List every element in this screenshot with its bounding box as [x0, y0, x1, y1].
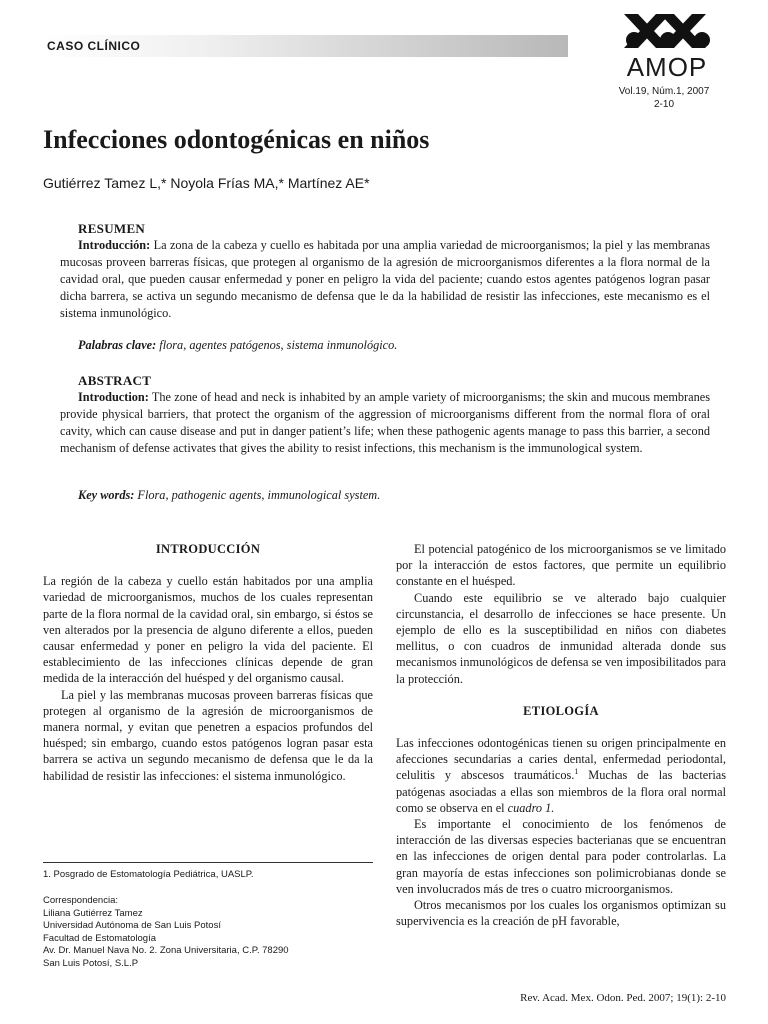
- right-column: [396, 541, 726, 929]
- correspondence-line: Facultad de Estomatología: [43, 932, 157, 944]
- resumen-text: [60, 237, 710, 322]
- journal-citation: Rev. Acad. Mex. Odon. Ped. 2007; 19(1): 2-10: [520, 992, 726, 1004]
- correspondence-line: San Luis Potosí, S.L.P: [43, 957, 139, 969]
- journal-logo-text: AMOP: [626, 52, 708, 82]
- section-header-bar: [43, 35, 568, 57]
- section-label: CASO CLÍNICO: [47, 39, 141, 53]
- correspondence-label: Correspondencia:: [43, 895, 118, 906]
- etiologia-paragraph-1: [396, 735, 726, 816]
- amop-logo-icon: [616, 8, 718, 54]
- intro-paragraph-2: La piel y las membranas mucosas proveen barreras físicas que protegen al organismo de la agresión de microorganismos de manera normal, y evitan que penetren a espacios profundos del huésped; sin embargo, cuando estos patógenos logran pasar esta barrera se activa un segundo mecanismo de defensa que le da la habilidad de resistir las infecciones: el sistema inmunológico.: [43, 687, 373, 783]
- article-title: Infecciones odontogénicas en niños: [43, 125, 430, 154]
- abstract-lead: Introduction:: [78, 390, 149, 404]
- cuadro-reference: cuadro 1.: [507, 800, 555, 815]
- intro-heading: INTRODUCCIÓN: [155, 542, 261, 556]
- page-range: 2-10: [653, 99, 674, 110]
- etiologia-paragraph-2: Es importante el conocimiento de los fenómenos de interacción de las diversas especies bacterianas que se encuentran en las infecciones de origen dental para poder controlarlas. La gran mayoría de estas infecciones son polimicrobianas donde se ven involucrados más de tres o cuatro microorganismos.: [396, 817, 726, 896]
- key-words: [78, 488, 380, 503]
- palabras-clave-label: Palabras clave:: [78, 338, 157, 352]
- journal-logo: [616, 8, 718, 83]
- article-authors: Gutiérrez Tamez L,* Noyola Frías MA,* Martínez AE*: [43, 175, 370, 191]
- volume-info: [600, 85, 728, 111]
- abstract-body: The zone of head and neck is inhabited by an ample variety of microorganisms; the skin and mucous membranes provide physical barriers, that protect the organism of the aggression of microorganisms different from the normal flora of oral cavity, which can cause disease and put in danger patient’s life; when these pathogenic agents manage to pass this barrier, a second mechanism of defense activates that gives the ability to resist infections, this mechanism is the immunological system.: [60, 390, 710, 455]
- key-words-label: Key words:: [78, 488, 135, 502]
- abstract-text: [60, 389, 710, 457]
- resumen-body: La zona de la cabeza y cuello es habitada por una amplia variedad de microorganismos; la piel y las membranas mucosas proveen barreras físicas, que protegen al organismo de la agresión de microorganismos diferentes a la flora normal de la cavidad oral, que pueden causar enfermedad y poner en peligro la vida del paciente; cuando estos agentes patógenos logran pasar dicha barrera, se activa un segundo mecanismo de defensa que le da la habilidad de resistir las infecciones, este mecanismo es el sistema inmunológico.: [60, 238, 710, 320]
- correspondence-line: Av. Dr. Manuel Nava No. 2. Zona Universitaria, C.P. 78290: [43, 945, 289, 956]
- key-words-text: Flora, pathogenic agents, immunological system.: [134, 488, 381, 502]
- etiologia-text-b: Muchas de las bacterias patógenas asociadas a ellas son miembros de la flora oral normal como se observa en el: [396, 768, 726, 815]
- affiliation-footnote: 1. Posgrado de Estomatología Pediátrica, UASLP.: [43, 869, 254, 880]
- left-column: [43, 541, 373, 784]
- palabras-clave: [78, 338, 397, 353]
- volume-number: Vol.19, Núm.1, 2007: [618, 86, 710, 97]
- resumen-section: [60, 220, 710, 322]
- etiologia-heading: ETIOLOGÍA: [523, 703, 599, 718]
- intro-paragraph-1: La región de la cabeza y cuello están habitados por una amplia variedad de microorganismos, muchos de los cuales representan parte de la flora normal de la cavidad oral, sin embargo, si éstos se ven alterados por la presencia de alguno diferente a ellos, pueden causar enfermedad y poner en peligro la vida del paciente. El establecimiento de las infecciones clínicas depende de gran medida de la interacción del huésped y del organismo causal.: [43, 574, 373, 686]
- resumen-lead: Introducción:: [78, 238, 151, 252]
- correspondence-line: Liliana Gutiérrez Tamez: [43, 907, 143, 919]
- correspondence-line: Universidad Autónoma de San Luis Potosí: [43, 920, 221, 931]
- abstract-heading: ABSTRACT: [78, 373, 152, 388]
- palabras-clave-text: flora, agentes patógenos, sistema inmunológico.: [156, 338, 398, 352]
- etiologia-text-a: Las infecciones odontogénicas tienen su origen principalmente en afecciones secundarias a caries dental, enfermedad periodontal, celulitis y abscesos traumáticos.: [396, 736, 726, 783]
- etiologia-paragraph-3: Otros mecanismos por los cuales los organismos optimizan su supervivencia es la creación de pH favorable,: [396, 898, 726, 929]
- reference-superscript: 1: [574, 767, 579, 777]
- right-paragraph-2: Cuando este equilibrio se ve alterado bajo cualquier circunstancia, el desarrollo de infecciones se hace presente. Un ejemplo de ello es la susceptibilidad en niños con diabetes mellitus, o con cuadros de inmunidad alterada donde sus mecanismos inmunológicos de defensa se ven imposibilitados para la protección.: [396, 590, 726, 686]
- correspondence-block: [43, 895, 373, 970]
- abstract-section: [60, 372, 710, 457]
- footnote-divider: [43, 862, 373, 863]
- right-paragraph-1: El potencial patogénico de los microorganismos se ve limitado por la interacción de estos factores, que permite un equilibrio constante en el huésped.: [396, 542, 726, 589]
- resumen-heading: RESUMEN: [78, 221, 146, 236]
